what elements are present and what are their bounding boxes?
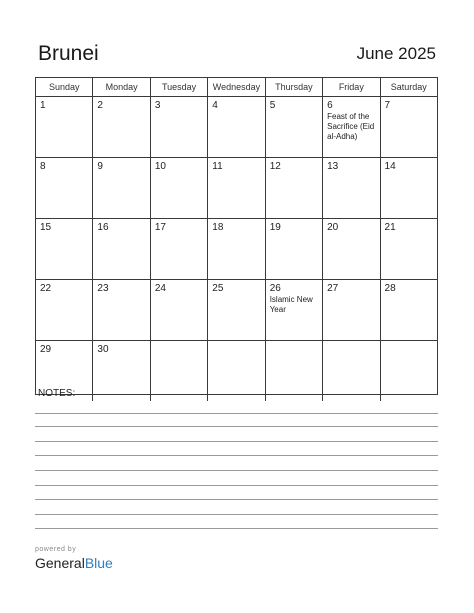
day-cell: [207, 280, 264, 340]
empty-day-cell: [150, 341, 207, 401]
day-cell: [322, 280, 379, 340]
day-cell: [380, 280, 437, 340]
weeks-container: [36, 97, 437, 401]
day-number: 2: [97, 100, 103, 111]
empty-day-cell: [265, 341, 322, 401]
day-cell: [265, 280, 322, 340]
day-number: 19: [269, 222, 281, 233]
weekday-wednesday: Wednesday: [207, 78, 264, 96]
day-cell: [150, 280, 207, 340]
day-number: 11: [212, 161, 223, 172]
day-number: 20: [327, 222, 339, 233]
day-cell: [36, 158, 92, 218]
weekday-sunday: Sunday: [48, 82, 80, 92]
week-row: [36, 279, 437, 340]
country-title: Brunei: [38, 42, 99, 65]
day-cell: [150, 97, 207, 157]
day-number: 26: [269, 283, 281, 294]
day-number: 15: [40, 222, 52, 233]
day-number: 21: [384, 222, 396, 233]
holiday-event: Islamic New Year: [269, 295, 313, 314]
weekday-monday: Monday: [92, 78, 149, 96]
weekday-friday: Friday: [322, 78, 379, 96]
day-cell: [92, 97, 149, 157]
day-cell: [36, 280, 92, 340]
day-cell: [36, 219, 92, 279]
day-cell: [150, 219, 207, 279]
day-number: 12: [269, 161, 281, 172]
day-number: 4: [212, 100, 218, 111]
day-number: 30: [97, 344, 109, 355]
day-number: 14: [384, 161, 396, 172]
month-year-title: June 2025: [356, 44, 436, 63]
calendar-grid: [35, 77, 438, 395]
day-cell: [265, 219, 322, 279]
day-number: 6: [327, 100, 333, 111]
week-row: [36, 97, 437, 157]
note-line: [35, 485, 438, 486]
day-number: 18: [212, 222, 224, 233]
day-number: 25: [212, 283, 224, 294]
note-line: [35, 470, 438, 471]
day-number: 28: [384, 283, 396, 294]
week-row: [36, 157, 437, 218]
brand-name-blue: Blue: [84, 555, 113, 571]
day-cell: [92, 280, 149, 340]
brand-logo: [35, 555, 113, 571]
day-number: 24: [154, 283, 166, 294]
day-cell: [36, 97, 92, 157]
day-cell: [207, 97, 264, 157]
weekday-thursday: Thursday: [265, 78, 322, 96]
day-number: 5: [269, 100, 276, 111]
day-number: 23: [97, 283, 109, 294]
powered-by-text: powered by: [35, 546, 77, 553]
day-cell: [207, 158, 264, 218]
day-number: 10: [154, 161, 166, 172]
day-cell: [92, 158, 149, 218]
day-cell: [265, 158, 322, 218]
day-number: 13: [327, 161, 339, 172]
day-cell: [322, 97, 379, 157]
week-row: [36, 340, 437, 401]
day-cell: [322, 219, 379, 279]
note-line: [35, 499, 438, 500]
day-cell: [380, 97, 437, 157]
day-cell: [92, 219, 149, 279]
day-number: 3: [154, 100, 161, 111]
note-line: [35, 441, 438, 442]
weekday-tuesday: Tuesday: [150, 78, 207, 96]
day-cell: [380, 158, 437, 218]
day-number: 1: [40, 100, 46, 111]
day-number: 29: [40, 344, 52, 355]
day-cell: [265, 97, 322, 157]
day-number: 17: [154, 222, 166, 233]
brand-name-general: General: [35, 555, 85, 571]
note-line: [35, 455, 438, 456]
note-line: [35, 528, 438, 529]
day-cell: [150, 158, 207, 218]
empty-day-cell: [207, 341, 264, 401]
note-line: [35, 514, 438, 515]
day-number: 22: [40, 283, 52, 294]
day-number: 9: [97, 161, 103, 172]
day-cell: [92, 341, 149, 401]
day-cell: [207, 219, 264, 279]
day-number: 16: [97, 222, 109, 233]
week-row: [36, 218, 437, 279]
note-line: [35, 426, 438, 427]
day-number: 27: [327, 283, 339, 294]
empty-day-cell: [380, 341, 437, 401]
weekday-header-row: [36, 78, 437, 97]
note-line: [35, 413, 438, 414]
day-cell: [380, 219, 437, 279]
day-number: 8: [40, 161, 46, 172]
holiday-event: Feast of the Sacrifice (Eid al-Adha): [327, 112, 375, 141]
empty-day-cell: [322, 341, 379, 401]
weekday-saturday: Saturday: [380, 78, 437, 96]
day-cell: [322, 158, 379, 218]
notes-label: NOTES:: [38, 388, 76, 399]
day-number: 7: [384, 100, 391, 111]
